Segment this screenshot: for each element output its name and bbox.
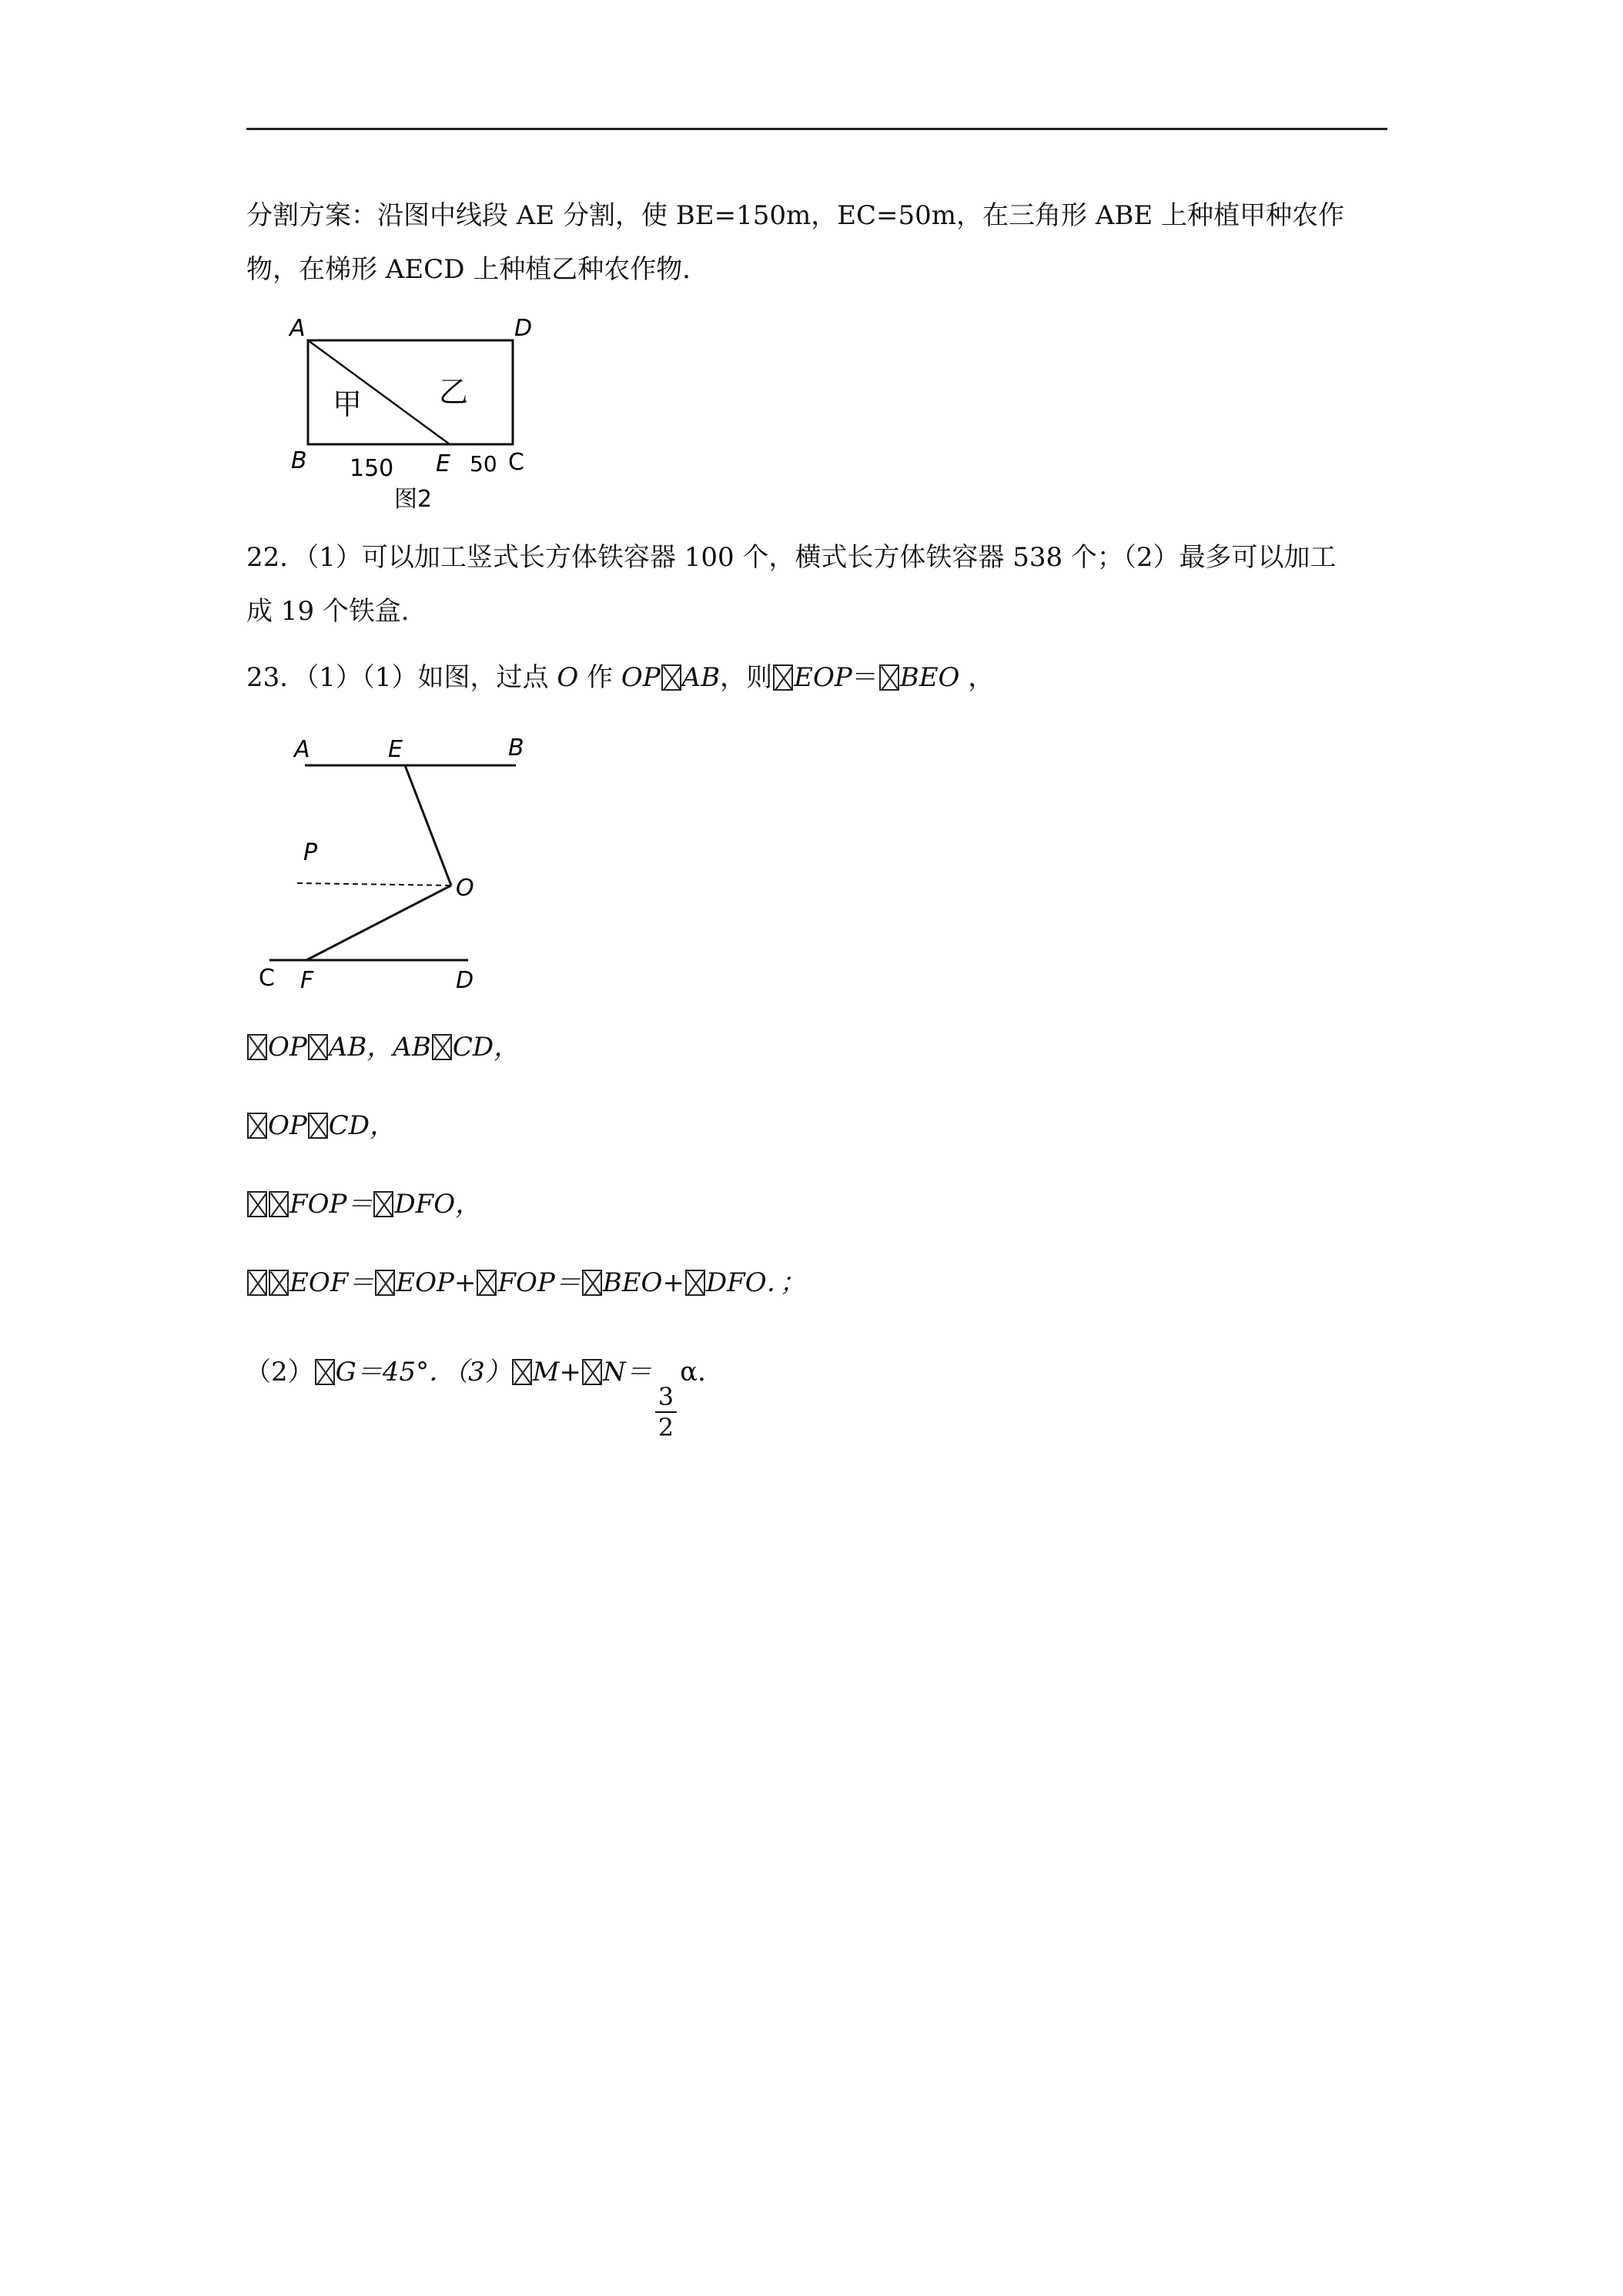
region-yi: 乙 xyxy=(439,375,469,409)
length-BE: 150 xyxy=(350,455,394,482)
figure-2-caption: 图2 xyxy=(394,486,433,513)
garbled-symbol-box xyxy=(315,1359,335,1385)
segment-AE xyxy=(308,340,450,444)
length-EC: 50 xyxy=(470,451,497,477)
figure-3 xyxy=(254,728,547,1001)
label-P: P xyxy=(303,839,318,866)
garbled-symbol-box xyxy=(582,1270,602,1296)
garbled-symbol-box xyxy=(247,1113,267,1139)
figure-2 xyxy=(285,308,547,516)
q22-line1: 22．（1）可以加工竖式长方体铁容器 100 个，横式长方体铁容器 538 个；（2）最多可以加工 xyxy=(246,542,1337,573)
label-B: B xyxy=(508,735,524,761)
label-C: C xyxy=(259,965,275,992)
step-3: FOP＝ DFO， xyxy=(246,1187,481,1221)
garbled-symbol-box xyxy=(582,1359,602,1385)
segment-FO xyxy=(306,885,451,960)
label-D: D xyxy=(514,315,533,342)
garbled-symbol-box xyxy=(373,1191,393,1217)
step-2: OP CD， xyxy=(246,1109,396,1143)
q22-line2: 成 19 个铁盒． xyxy=(246,596,427,627)
label-O: O xyxy=(456,875,474,902)
para1-line2: 物，在梯形 AECD 上种植乙种农作物． xyxy=(246,254,709,285)
para1-line1: 分割方案：沿图中线段 AE 分割，使 BE=150m，EC=50m，在三角形 ABE 上种植甲种农作 xyxy=(246,200,1345,231)
label-F: F xyxy=(300,967,314,994)
label-D: D xyxy=(456,967,474,994)
label-E: E xyxy=(388,736,403,763)
label-B: B xyxy=(291,447,307,474)
region-jia: 甲 xyxy=(333,387,363,421)
garbled-symbol-box xyxy=(375,1270,395,1296)
label-A: A xyxy=(294,736,310,763)
label-C: C xyxy=(508,449,524,476)
garbled-symbol-box xyxy=(308,1113,328,1139)
garbled-symbol-box xyxy=(477,1270,497,1296)
garbled-symbol-box xyxy=(269,1270,289,1296)
garbled-symbol-box xyxy=(432,1034,452,1060)
garbled-symbol-box xyxy=(661,664,681,691)
label-E: E xyxy=(436,450,450,477)
label-A: A xyxy=(289,315,306,342)
q23-intro: 23．（1）（1）如图，过点 O 作 OP AB，则 EOP＝ BEO ， xyxy=(246,662,995,693)
garbled-symbol-box xyxy=(773,664,793,691)
garbled-symbol-box xyxy=(269,1191,289,1217)
garbled-symbol-box xyxy=(308,1034,328,1060)
garbled-symbol-box xyxy=(247,1191,267,1217)
garbled-symbol-box xyxy=(247,1270,267,1296)
garbled-symbol-box xyxy=(512,1359,532,1385)
dashed-OP xyxy=(297,883,451,885)
segment-EO xyxy=(405,765,451,885)
garbled-symbol-box xyxy=(685,1270,705,1296)
garbled-symbol-box xyxy=(879,664,899,691)
final-answer: （2） G＝45°．（3） M+ N＝ $\frac{3}{2}$ α． xyxy=(245,1357,724,1442)
step-1: OP AB，AB CD， xyxy=(246,1030,520,1064)
header-rule xyxy=(246,128,1387,130)
fraction-three-halves: $\frac{3}{2}$ xyxy=(655,1382,677,1442)
garbled-symbol-box xyxy=(247,1034,267,1060)
step-4: EOF＝ EOP+ FOP＝ BEO+ DFO．； xyxy=(246,1266,806,1300)
